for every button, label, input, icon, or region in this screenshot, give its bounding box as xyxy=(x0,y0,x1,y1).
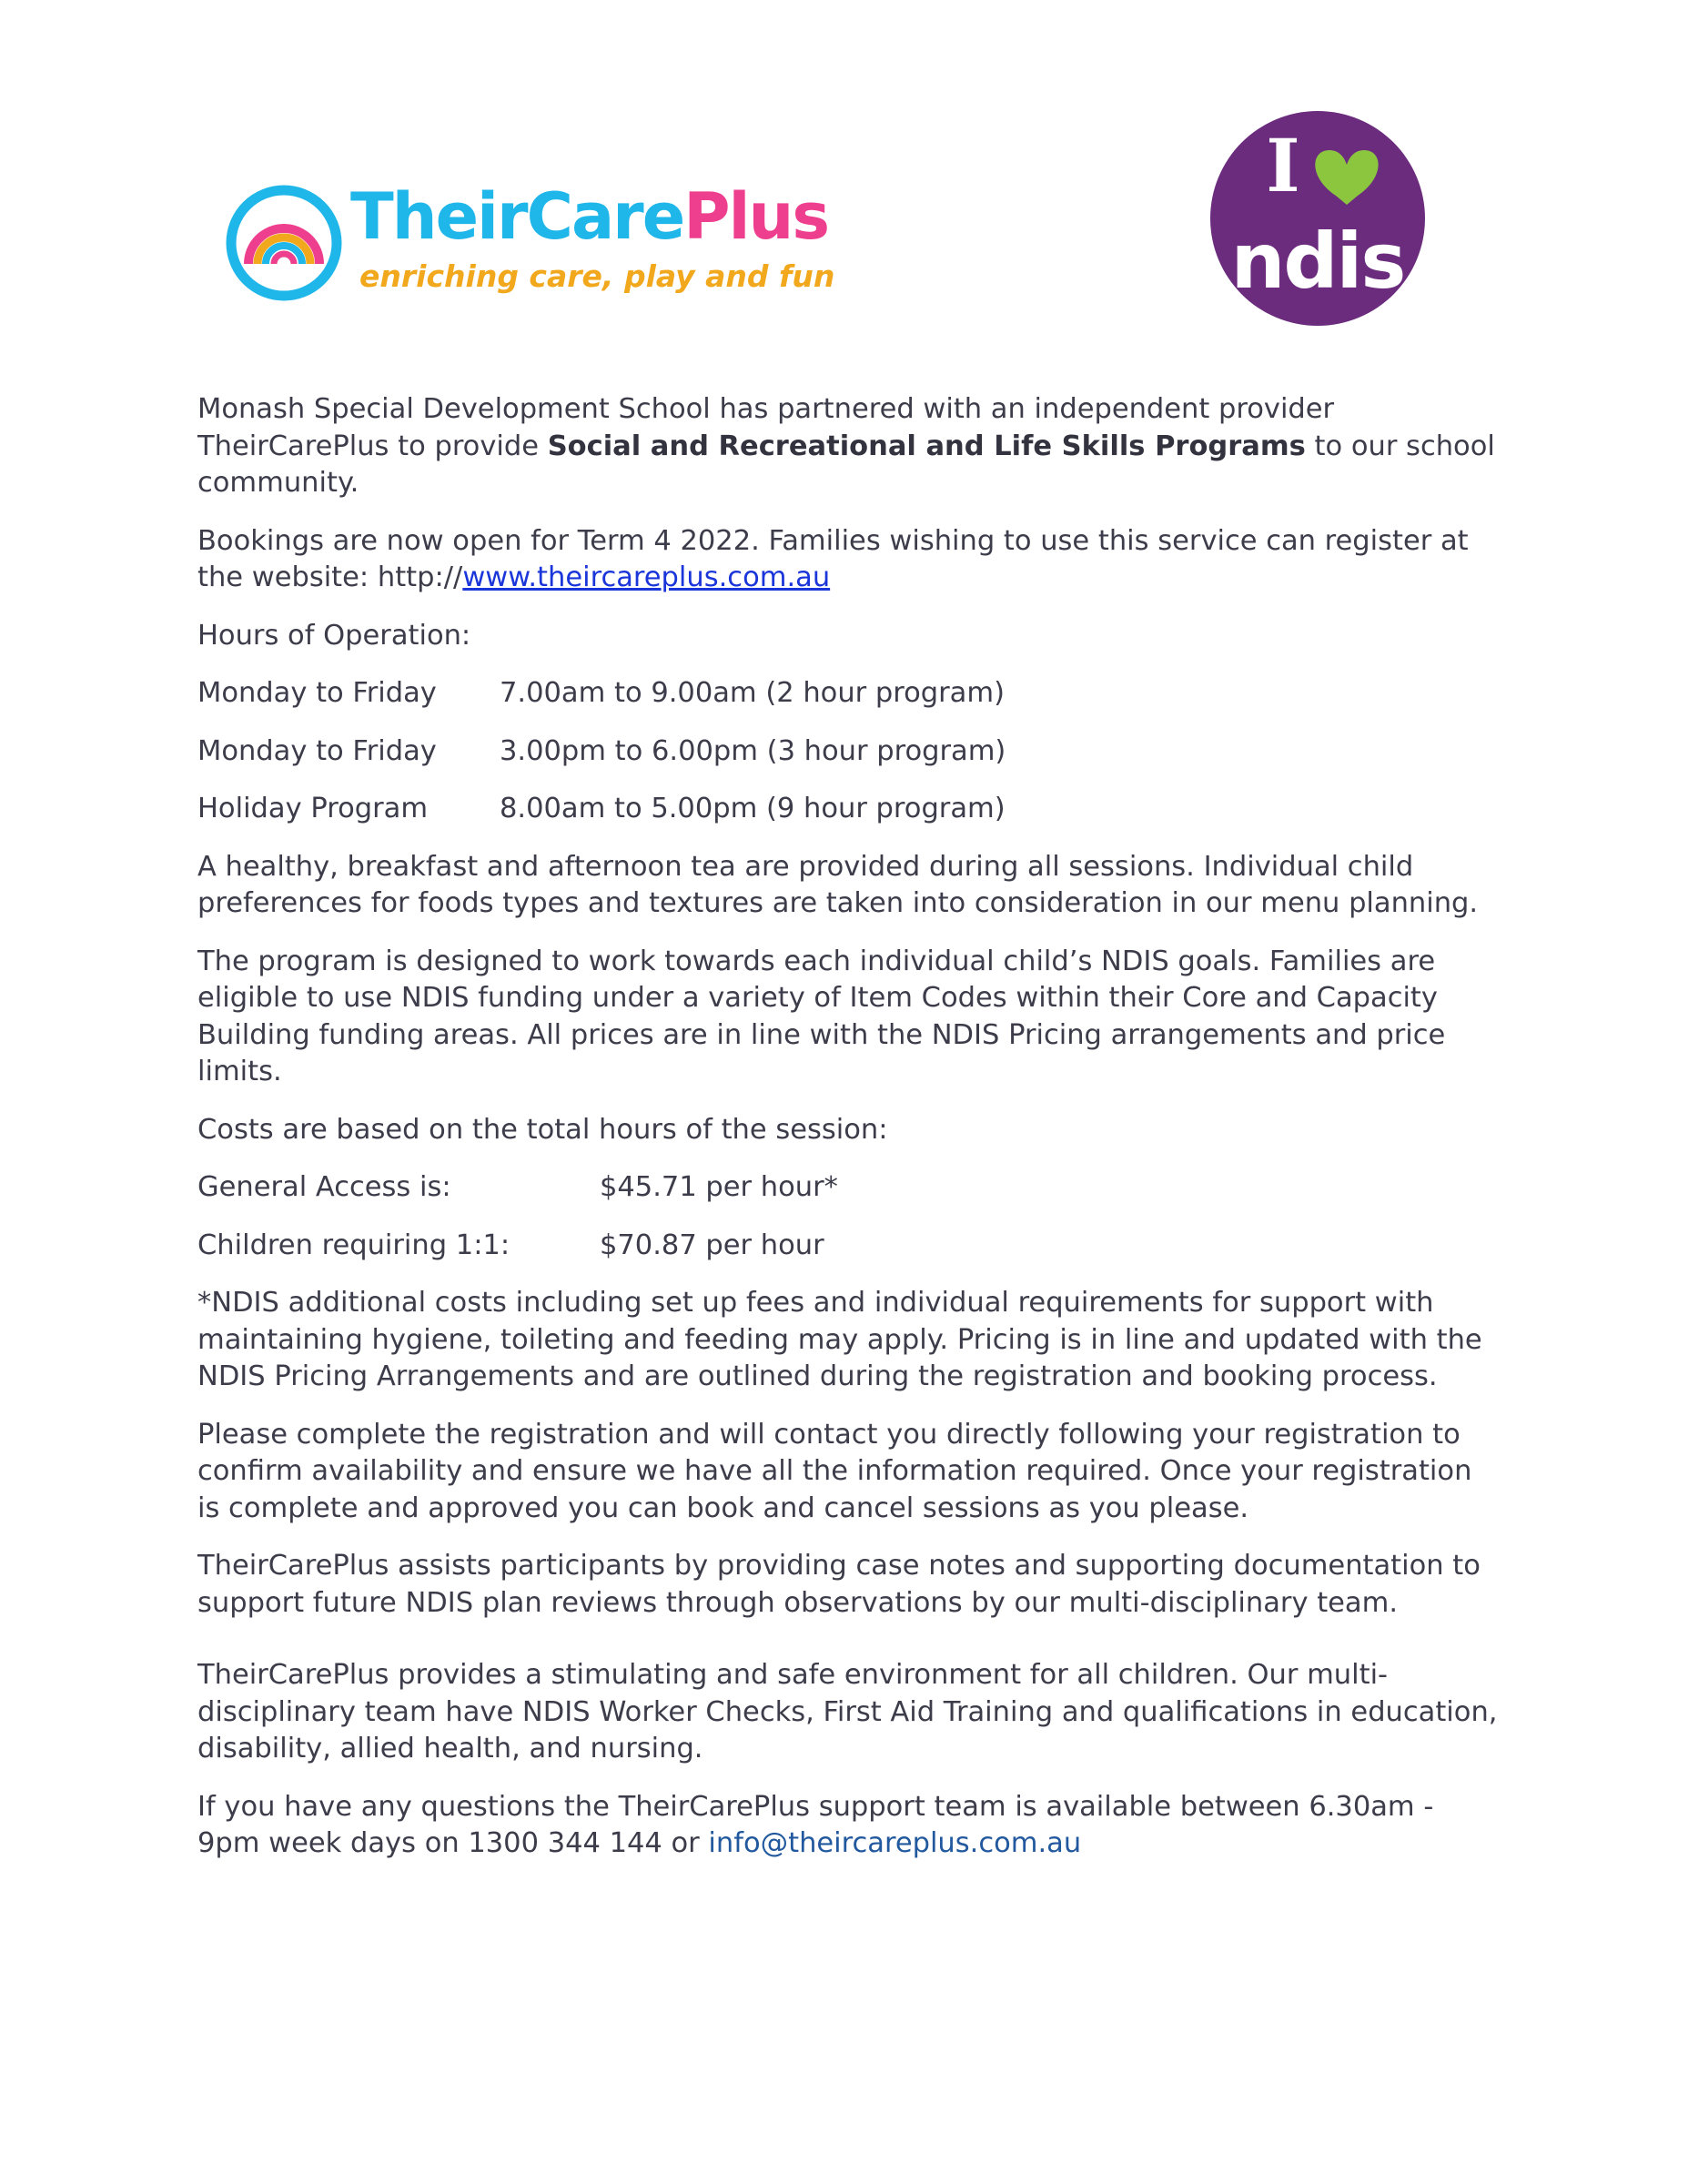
paragraph-spacer xyxy=(197,1643,1499,1657)
registration-paragraph: Please complete the registration and will contact you directly following your registration to confirm availability and ensure we have all the information required. Once your registration is complete and approved you can book and cancel sessions as you please. xyxy=(197,1418,1472,1524)
hours-row xyxy=(197,733,1499,771)
cost-value: $45.71 per hour* xyxy=(600,1171,838,1203)
food-paragraph: A healthy, breakfast and afternoon tea are provided during all sessions. Individual child preferences for foods types and textures are taken into consideration in our menu planning. xyxy=(197,850,1479,919)
intro-paragraph: Monash Special Development School has partnered with an independent provider TheirCarePlus to provide Social and Recreational and Life Skills Programs to our school community. xyxy=(197,393,1495,499)
hours-row xyxy=(197,675,1499,713)
hours-value: 3.00pm to 6.00pm (3 hour program) xyxy=(500,734,1006,767)
cost-label: Children requiring 1:1: xyxy=(197,1228,510,1261)
ndis-wordmark: ndis xyxy=(1230,217,1405,306)
website-link[interactable]: www.theircareplus.com.au xyxy=(462,561,831,593)
programs-bold: Social and Recreational and Life Skills Programs xyxy=(547,430,1306,462)
rainbow-circle-icon xyxy=(223,182,346,305)
theircareplus-tagline: enriching care, play and fun xyxy=(359,258,835,294)
hours-value: 7.00am to 9.00am (2 hour program) xyxy=(500,677,1005,709)
hours-heading: Hours of Operation: xyxy=(197,619,471,652)
ndis-note-paragraph: *NDIS additional costs including set up fees and individual requirements for support with maintaining hygiene, toileting and feeding may apply. Pricing is in line and updated with the NDIS Pricing Arrangements and are outlined during the registration and booking process. xyxy=(197,1287,1482,1392)
contact-paragraph: If you have any questions the TheirCarePlus support team is available between 6.30am - 9pm week days on 1300 344 144 or info@theircareplus.com.au xyxy=(197,1790,1434,1859)
program-paragraph: The program is designed to work towards each individual child’s NDIS goals. Families are eligible to use NDIS funding under a variety of Item Codes within their Core and Capacity Building funding areas. All prices are in line with the NDIS Pricing arrangements and price limits. xyxy=(197,945,1446,1087)
theircareplus-logo xyxy=(223,177,835,314)
costs-heading: Costs are based on the total hours of the session: xyxy=(197,1113,888,1146)
ndis-logo xyxy=(1199,105,1436,332)
hours-label: Monday to Friday xyxy=(197,734,437,767)
ndis-letter-i: I xyxy=(1266,123,1300,208)
cost-value: $70.87 per hour xyxy=(600,1228,824,1261)
hours-label: Monday to Friday xyxy=(197,677,437,709)
hours-value: 8.00am to 5.00pm (9 hour program) xyxy=(500,793,1006,824)
documentation-paragraph: TheirCarePlus assists participants by providing case notes and supporting documentation to support future NDIS plan reviews through observations by our multi-disciplinary team. xyxy=(197,1550,1481,1619)
bookings-paragraph: Bookings are now open for Term 4 2022. Families wishing to use this service can register at the website: http://www.theircareplus.com.au xyxy=(197,524,1469,593)
email-link[interactable]: info@theircareplus.com.au xyxy=(708,1827,1082,1859)
document-body xyxy=(197,391,1499,1884)
hours-label: Holiday Program xyxy=(197,793,429,824)
environment-paragraph: TheirCarePlus provides a stimulating and safe environment for all children. Our multi-disciplinary team have NDIS Worker Checks, First Aid Training and qualifications in education, disability, allied health, and nursing. xyxy=(197,1659,1498,1764)
theircareplus-wordmark: TheirCarePlus xyxy=(350,179,828,254)
cost-row xyxy=(197,1169,1499,1207)
cost-label: General Access is: xyxy=(197,1171,451,1203)
hours-row xyxy=(197,791,1499,828)
cost-row xyxy=(197,1228,1499,1265)
